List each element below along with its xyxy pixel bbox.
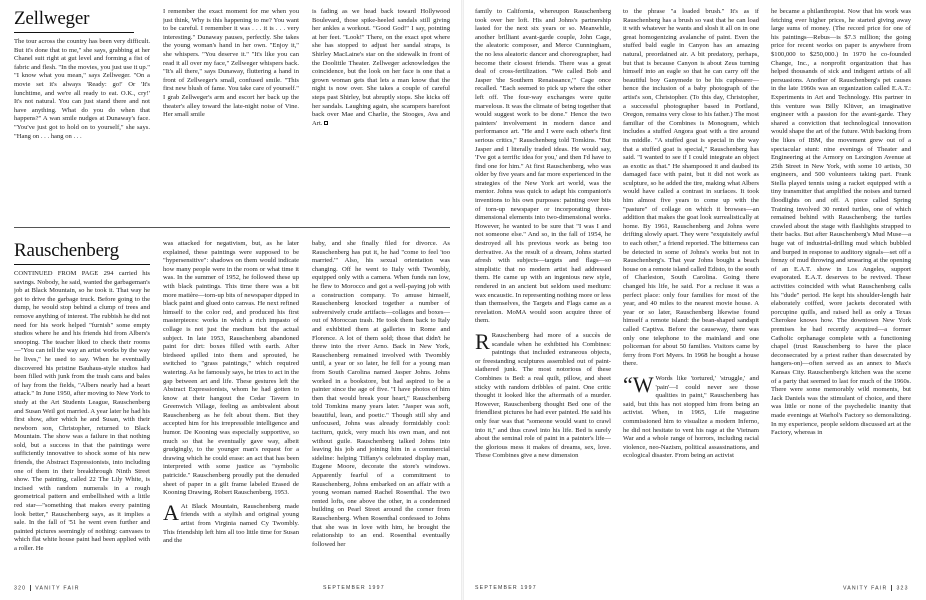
right-page	[463, 0, 926, 600]
zellweger-rule	[14, 32, 134, 33]
right-magazine-name: VANITY FAIR	[843, 585, 888, 592]
right-column-2: to the phrase "a loaded brush." It's as if Rauschenberg has a brush so vast that he can load it with whatever he wants and slosh it all on in one great homogenizing avalanche of paint. Even the stuffed bald eagle in Canyon has an amazing natural, preordained air. A bit predatory, perhaps, but that is because Canyon is about Zeus turning himself into an eagle so that he can carry off the beautiful boy Ganymede to be his cupbearer—hence the inclusion of a baby photograph of the artist's son, Christopher. (To this day, Christopher, a successful photographer based in Portland, Oregon, remains very close to his father.) The most familiar of the Combines is Monogram, which includes a stuffed Angora goat with a tire around its middle. "A stuffed goat is special in the way that a stuffed goat is special," Rauschenberg has said. "I wanted to see if I could integrate an object as exotic as that." He shampooed it and daubed its damaged face with paint, but it did not work as sculpture, so he added the tire, making what Albers would have called a contrast in surfaces. It took him almost five years to come up with the "pasture" of collage on which it browses—an addition that makes the goat look surrealistically at home. By 1961, Rauschenberg and Johns were drifting slowly apart. They were "exquisitely awful to each other," a friend reported. The bitterness can be detected in some of Johns's works but not in Rauschenberg's. That year Johns bought a beach house on a remote island called Edisto, to the south of Charleston, South Carolina. Going there changed his life, he said. For a recluse it was a perfect place: only four families for most of the year, and 40 miles to the nearest movie house. A year or so later, Rauschenberg likewise found himself a remote island: the bean-shaped sandspit called Captiva. Before the causeway, there was only one telephone to the mainland and one policeman for about 50 families. Visitors came by ferry from Fort Myers. In 1968 he bought a house there. “W Words like 'tortured,' 'struggle,' and 'pain'—I could never see those qualities in paint," Rauschenberg has said, but this has not stopped him from being an activist. When, in 1965, Life magazine commissioned him to visualize a modern Inferno, he did not hesitate to vent his rage at the Vietnam War and a whole range of horrors, including racial violence, neo-Nazism, political assassinations, and ecological disaster. From being an activist	[623, 8, 759, 460]
right-column-3: he became a philanthropist. Now that his work was fetching ever higher prices, he started giving away large sums of money. (The record price for one of his paintings—Rebus—is $7.3 million; the going price for recent works on paper is anywhere from $100,000 to $250,000.) In 1970 he co-founded Change, Inc., a nonprofit organization that has helped thousands of sick and indigent artists of all persuasions. Another of Rauschenberg's pet causes in the late 1960s was an organization called E.A.T.: Experiments in Art and Technology. His partner in this venture was Billy Klüver, an imaginative engineer with a passion for the avant-garde. They shared a conviction that technological innovation would shape the art of the future. With backing from the likes of IBM, the movement grew out of a spectacular stunt: nine evenings of Theater and Engineering at the Armory on Lexington Avenue at 25th Street in New York, with some 10 artists, 30 engineers, and 500 volunteers taking part. Frank Stella played tennis using a racket equipped with a tiny transmitter that amplified the noises and turned floodlights on and off. A piece called Spring Training involved 30 rented turtles, one of which remained behind with Rauschenberg; the turtles crawled about the stage with flashlights strapped to their backs. But after Rauschenberg's Mud Muse—a huge vat of industrial-drilling mud which bubbled and burped in response to auditory signals—set off a frenzy of mud throwing and smearing at the opening of an E.A.T. show in Los Angeles, support evaporated. E.A.T. deserves to be revived. These activities coincided with what Rauschenberg calls his "dude" period. He kept his shoulder-length hair elaborately coiffed, wore jackets decorated with porcupine quills, and raised hell as only a Texas Cherokee knows how. The downtown New York premises he had recently acquired—a former Catholic orphanage complete with a functioning chapel (trust Rauschenberg to have the place deconsecrated by a priest rather than desecrated by hangers-on)—often served as an annex to Max's Kansas City. Rauschenberg's kitchen was the scene of a party that seemed to last for much of the 1960s. There were some memorably wild moments, but Jack Daniels was the stimulant of choice, and there was little or none of the psychedelic inanity that made evenings at Warhol's Factory so demoralizing. In my experience, people seldom discussed art at the Factory, whereas in	[771, 8, 911, 437]
rauschenberg-column-3: baby, and she finally filed for divorce. As Rauschenberg has put it, he had "come to feel 'too married.'" Also, his sexual orientation was changing. Off he went to Italy with Twombly, equipped only with a camera. When funds ran low, he flew to Morocco and got a well-paying job with a construction company. To amuse himself, Rauschenberg knocked together a number of subversively crude artifacts—collages and boxes—out of Moroccan trash. He took them back to Italy and exhibited them at galleries in Rome and Florence. A lot of them sold; those that didn't he threw into the river Arno. Back in New York, Rauschenberg remained involved with Twombly until, a year or so later, he fell for a young man from South Carolina named Jasper Johns. Johns worked in a bookstore, but had aspired to be a painter since the age of five. "I have photos of him then that would break your heart," Rauschenberg told Tomkins many years later. "Jasper was soft, beautiful, lean, and poetic." Though still shy and unfocused, Johns was already formidably cool: taciturn, quick, very much his own man, and not without guile. Rauschenberg talked Johns into leaving his job and joining him in a commercial sideline: helping Tiffany's celebrated display man, Eugene Moore, decorate the store's windows. Apparently fearful of a commitment to Rauschenberg, Johns embarked on an affair with a young woman named Rachel Rosenthal. The two rented lofts, one above the other, in a condemned building on Pearl Street around the corner from Rauschenberg. When Rosenthal confessed to Johns that she was in love with him, he brought the relationship to an end. Rosenthal eventually followed her	[312, 240, 450, 548]
right-col2b-text: Words like 'tortured,' 'struggle,' and 'pain'—I could never see those qualities in paint," Rauschenberg has said, but this has not stopped him from being an activist. When, in 1965, Life magazine commissioned him to visualize a modern Inferno, he did not hesitate to vent his rage at the Vietnam War and a whole range of horrors, including racial violence, neo-Nazism, political assassinations, and ecological disaster. From being an activist	[623, 374, 759, 460]
rauschenberg-column-2: was attacked for negativism, but, as he later explained, these paintings were supposed to be "hypersensitive": shadows on them would indicate how many people were in the room or what time it was. In the summer of 1952, he followed these up with black paintings. This time there was a bit more matière—torn-up bits of newspaper dipped in black paint and glued onto canvas. He next refined himself to the color red, and produced his first masterpieces: works in which a rich impasto of collage is not just the medium but the actual subject. In late 1953, Rauschenberg abandoned paint for dirt: boxes filled with earth. After birdseed spilled into them and sprouted, he switched to "grass paintings," which required watering. As he famously says, he tries to act in the gap between art and life. These gestures left the Abstract Expressionists, whom he had gotten to know at their hangout the Cedar Tavern in Greenwich Village, feeling as ambivalent about Rauschenberg as he felt about them. But they accepted him for his irrepressible intelligence and humor. De Kooning was especially supportive, so much so that he eventually gave way, albeit grudgingly, to the younger man's request for a drawing which he could erase: an act that has been interpreted with some justice as "symbolic patricide." Rauschenberg proudly put the denuded sheet of paper in a gilt frame labeled Erased de Kooning Drawing, Robert Rauschenberg, 1953. A At Black Mountain, Rauschenberg made friends with a stylish and original young artist from Virginia named Cy Twombly. This friendship left him all too little time for Susan and the	[163, 240, 299, 545]
zellweger-heading: Zellweger	[14, 8, 90, 29]
right-page-number: 323	[896, 585, 909, 592]
right-col1b-text: Rauschenberg had more of a succès de scandale when he exhibited his Combines: paintings that included extraneous objects, or freestanding sculptures assembled out of paint-slathered junk. The most notorious of these Combines is Bed: a real quilt, pillow, and sheet sticky with random dribbles of paint. One critic thought it looked like the aftermath of a murder. However, Rauschenberg thought Bed one of the friendliest pictures he had ever painted. He said his only fear was that "someone would want to crawl into it," and thus crawl into his life. Bed is surely about the seminal role of paint in a painter's life—the glorious mess it makes of dreams, sex, love. These Combines give a new dimension	[475, 331, 611, 460]
left-folio-date: SEPTEMBER 1997	[323, 585, 385, 591]
section-divider	[14, 227, 450, 228]
drop-cap-w: “W	[623, 371, 654, 397]
rauschenberg-col2b-text: At Black Mountain, Rauschenberg made friends with a stylish and original young artist from Virginia named Cy Twombly. This friendship left him all too little time for Susan and the	[163, 502, 299, 545]
right-folio-date: SEPTEMBER 1997	[475, 585, 537, 591]
rauschenberg-column-1: CONTINUED FROM PAGE 294 carried his savings. Nobody, he said, wanted the garbageman's job at Black Mountain, so he took it. That way he got to drive the garbage truck. Before going to the dump, he would stop behind a clump of trees and remove anything of interest. The rubbish he did not need for his work helped "furnish" some empty studios where he and his friends hid from Albers's snooping. The teacher liked to check their rooms—"You can tell the way an artist works by the way he lives," he used to say. When he eventually discovered his pristine Bauhaus-style studios had been filled with junk from the trash cans and bales of hay from the fields, "Albers nearly had a heart attack." In June 1950, after moving to New York to study at the Art Students League, Rauschenberg and Susan Weil got married. A year later he had his first show, after which he and Susan, with their newborn son, Christopher, returned to Black Mountain. The show was a failure in that nothing sold, but a success in that the paintings were sufficiently innovative to shock some of his new friends, the Abstract Expressionists, into including one of them in their breakthrough Ninth Street show. The painting, called 22 The Lily White, is incised with random numerals in a rough geometrical pattern and embellished with a little red star—"something that makes every painting look better," Rauschenberg says, as it implies a sale. In the fall of '51 he went even further and painted pictures seemingly of nothing: canvases to which flat white house paint had been applied with a roller. He	[14, 270, 150, 552]
end-mark-icon	[324, 121, 328, 125]
zellweger-column-3	[312, 8, 450, 223]
rauschenberg-rule	[14, 264, 150, 265]
zellweger-col3-text: is fading as we head back toward Hollywood Boulevard, those spike-heeled sandals still giving her ankles a workout. "Good God!" I say, pointing at her feet. "Look!" There, on the exact spot where she has stopped to adjust her sandal straps, is Shirley MacLaine's star on the sidewalk in front of the Doolittle Theater. Zellweger acknowledges the coincidence, but the look on her face is one that a grown woman gets that lets a man know that the night is now over. She takes a couple of careful steps past Shirley, but abruptly stops. She kicks off her sandals. Laughing again, she scampers barefoot back over Mae and Charlie, the Stooges, Ava and Art.	[312, 8, 450, 127]
zellweger-column-1: The tour across the country has been very difficult. But it's done that to me," she says, grabbing at her Chanel suit right at gut level and forming a fist of fabric and flesh. "In the movies, you just use it up." "I know what you mean," says Zellweger. "On a movie set it's always 'Ready: go!' Or 'It's lunchtime, and we're all ready to eat. O.K., cry!' It's not natural. You can just stand there and not have anything. What do you do when that happens?" A wan smile nudges at Dunaway's face. "You've just got to hold on to yourself," she says. "Hang on . . . hang on . . .	[14, 38, 150, 140]
drop-cap-a: A	[163, 499, 179, 525]
left-folio	[14, 585, 80, 591]
left-magazine-name: VANITY FAIR	[35, 585, 80, 592]
rauschenberg-heading: Rauschenberg	[14, 240, 119, 261]
left-page-number: 320	[14, 585, 27, 592]
right-column-1: family to California, whereupon Rauschenberg took over her loft. His and Johns's partnership lasted for the next six years or so. Meanwhile, another brilliant avant-garde couple, John Cage, the aleatoric composer, and Merce Cunningham, the no less aleatoric dancer and choreographer, had become their closest friends. There was a great deal of cross-fertilization. "We called Bob and Jasper 'the Southern Renaissance,'" Cage once recalled. "Each seemed to pick up where the other left off. The four-way exchanges were quite marvelous. It was the climate of being together that would suggest work to be done." Hence the two painters' involvement in modern dance and performance art. "He and I were each other's first serious critics," Rauschenberg told Tomkins. "But Jasper and I literally traded ideas. He would say, 'I've got a terrific idea for you,' and then I'd have to find one for him." At first Rauschenberg, who was older by five years and far more experienced in the strategies of the New York art world, was the mentor. Johns was quick to adapt his companion's inventions to his own purposes: painting over bits of torn-up newspaper or incorporating three-dimensional elements into two-dimensional works. However, he wanted to be sure that "I was I and not someone else." And so, in the fall of 1954, he destroyed all his previous work as being too derivative. As the result of a dream, Johns started afresh with subjects—targets and flags—so simplistic that no modern artist had addressed them. He came up with an ingenious new style, rendered in an ancient but seldom used medium: wax encaustic. In representing nothing more or less than themselves, the Targets and Flags came as a revelation. MoMA would soon acquire three of them. R Rauschenberg had more of a succès de scandale when he exhibited his Combines: paintings that included extraneous objects, or freestanding sculptures assembled out of paint-slathered junk. The most notorious of these Combines is Bed: a real quilt, pillow, and sheet sticky with random dribbles of paint. One critic thought it looked like the aftermath of a murder. However, Rauschenberg thought Bed one of the friendliest pictures he had ever painted. He said his only fear was that "someone would want to crawl into it," and thus crawl into his life. Bed is surely about the seminal role of paint in a painter's life—the glorious mess it makes of dreams, sex, love. These Combines give a new dimension	[475, 8, 611, 460]
folio-divider	[30, 585, 31, 591]
right-folio	[843, 585, 909, 591]
zellweger-column-2: I remember the exact moment for me when you just think, Why is this happening to me? You want to be careful. I remember it was . . . it is . . . very interesting." Dunaway pauses, perfectly. She takes the young woman's hand in her own. "Enjoy it," she whispers. "You deserve it." "It's like you can read it all over my face," Zellweger whispers back. "It's all there," says Dunaway, fluttering a hand in front of Zellweger's small, confused smile. "This first new blush of fame. You take care of yourself." I grab Zellweger's arm and escort her back up the theater's alley toward the late-night noise of Vine. Her small smile	[163, 8, 299, 119]
drop-cap-r: R	[475, 328, 490, 354]
folio-divider	[891, 585, 892, 591]
